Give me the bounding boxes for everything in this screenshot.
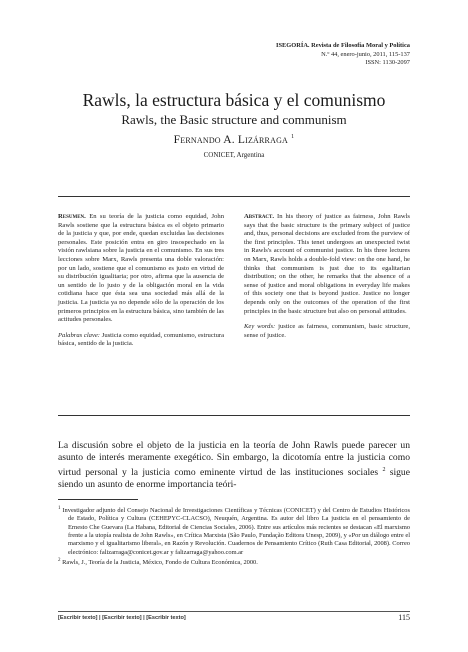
abstract-en-label: Abstract. [244,213,275,220]
keywords-en-label: Key words: [244,323,276,331]
author-footnote-mark: 1 [291,134,295,141]
keywords-es-text: Justicia como equidad, comunismo, estructura básica, sentido de la justicia. [58,331,224,348]
abstract-es-label: Resumen. [58,213,86,220]
footer-rule [58,611,410,612]
footnote-1-text: Investigador adjunto del Consejo Nacional de Investigaciones Científicas y Técnicas (CONICET) y del Centro de Estudios Históricos de Estado, Política y Cultura (CEHEPYC-CLACSO), Neuquén, Argentina. Es autor del libro La justicia en el pensamiento de Ernesto Che Guevara (La Habana, Editorial de Ciencias Sociales, 2006). Entre sus artículos más recientes se destacan «El marxismo frente a la utopía realista de John Rawls», en Crítica Marxista (São Paulo, Fundação Editora Unesp, 2009), y «Por un diálogo entre el marxismo y el igualitarismo liberal», en Razón y Revolución. Cuadernos de Pensamiento Crítico (Ruth Casa Editorial, 2008). Correo electrónico: falizarraga@conicet.gov.ar y falizarraga@yahoo.com.ar [62,507,410,556]
journal-issue: N.º 44, enero-junio, 2011, 115-137 [321,50,410,58]
footnote-separator [58,499,138,500]
article-title-spanish: Rawls, la estructura básica y el comunismo [82,90,386,110]
body-text-start: La discusión sobre el objeto de la justicia en la teoría de John Rawls puede parecer un asunto de interés meramente exegético. Sin embargo, la dicotomía entre la justicia como virtud personal y la justicia como eminente virtud de las instituciones sociales [58,440,410,479]
abstract-es-text: En su teoría de la justicia como equidad, John Rawls sostiene que la estructura básica es el objeto primario de la justicia y que, por ende, quedan excluidas las decisiones personales. Este posición entra en giro insospechado en la visión rawlsiana sobre la justicia en el comunismo. En sus tres lecciones sobre Marx, Rawls presenta una doble valoración: por un lado, sostiene que el comunismo es justo en virtud de su distribución igualitaria; por otro, afirma que la ausencia de un sentido de lo justo y de la obligación moral en la vida cotidiana hace que ésta sea una sociedad más allá de la justicia. La justicia ya no depende sólo de la operación de los primeros principios en la estructura básica, sino también de las actitudes personales. [58,213,224,324]
footnote-2 [58,557,410,567]
article-title-english: Rawls, the Basic structure and communism [121,112,347,127]
page-number: 115 [398,613,410,622]
abstract-spanish [58,213,224,349]
journal-header [276,42,410,68]
author-affiliation: CONICET, Argentina [203,151,265,159]
body-footnote-mark: 2 [382,467,386,473]
footer-placeholder-text: [Escribir texto] | [Escribir texto] | [Escribir texto] [58,615,186,621]
abstract-english [244,213,410,340]
abstracts-block [58,196,410,416]
journal-issn: ISSN: 1130-2097 [365,59,410,67]
footnote-2-mark: 2 [58,557,61,563]
author-line [0,134,468,146]
body-paragraph [58,440,410,491]
footnote-2-text: Rawls, J., Teoría de la Justicia, México, Fondo de Cultura Económica, 2000. [62,559,258,567]
keywords-en-text: justice as fairness, communism, basic structure, sense of justice. [244,323,410,339]
body-text-end: sigue siendo un asunto de enorme importancia teóri- [58,467,410,491]
keywords-es-label: Palabras clave: [58,331,101,339]
abstract-en-text: In his theory of justice as fairness, John Rawls says that the basic structure is the primary subject of justice and, thus, personal decisions are excluded from the purview of the first principles. This tenet undergoes an unexpected twist in Rawls's account of communist justice. In his three lectures on Marx, Rawls holds a double-fold view: on the one hand, he thinks that communism is just due to its egalitarian distribution; on the other, he remarks that the absence of a sense of justice and moral obligations in everyday life makes of this society one that is beyond justice. Justice no longer depends only on the outcomes of the operation of the first principles in the basic structure but also on personal attitudes. [244,213,410,315]
journal-name: ISEGORÍA. Revista de Filosofía Moral y Política [275,42,410,49]
footnote-1 [58,505,410,557]
author-name: Fernando A. Lizárraga [173,134,289,146]
footnotes [58,505,410,567]
footnote-1-mark: 1 [58,506,61,511]
